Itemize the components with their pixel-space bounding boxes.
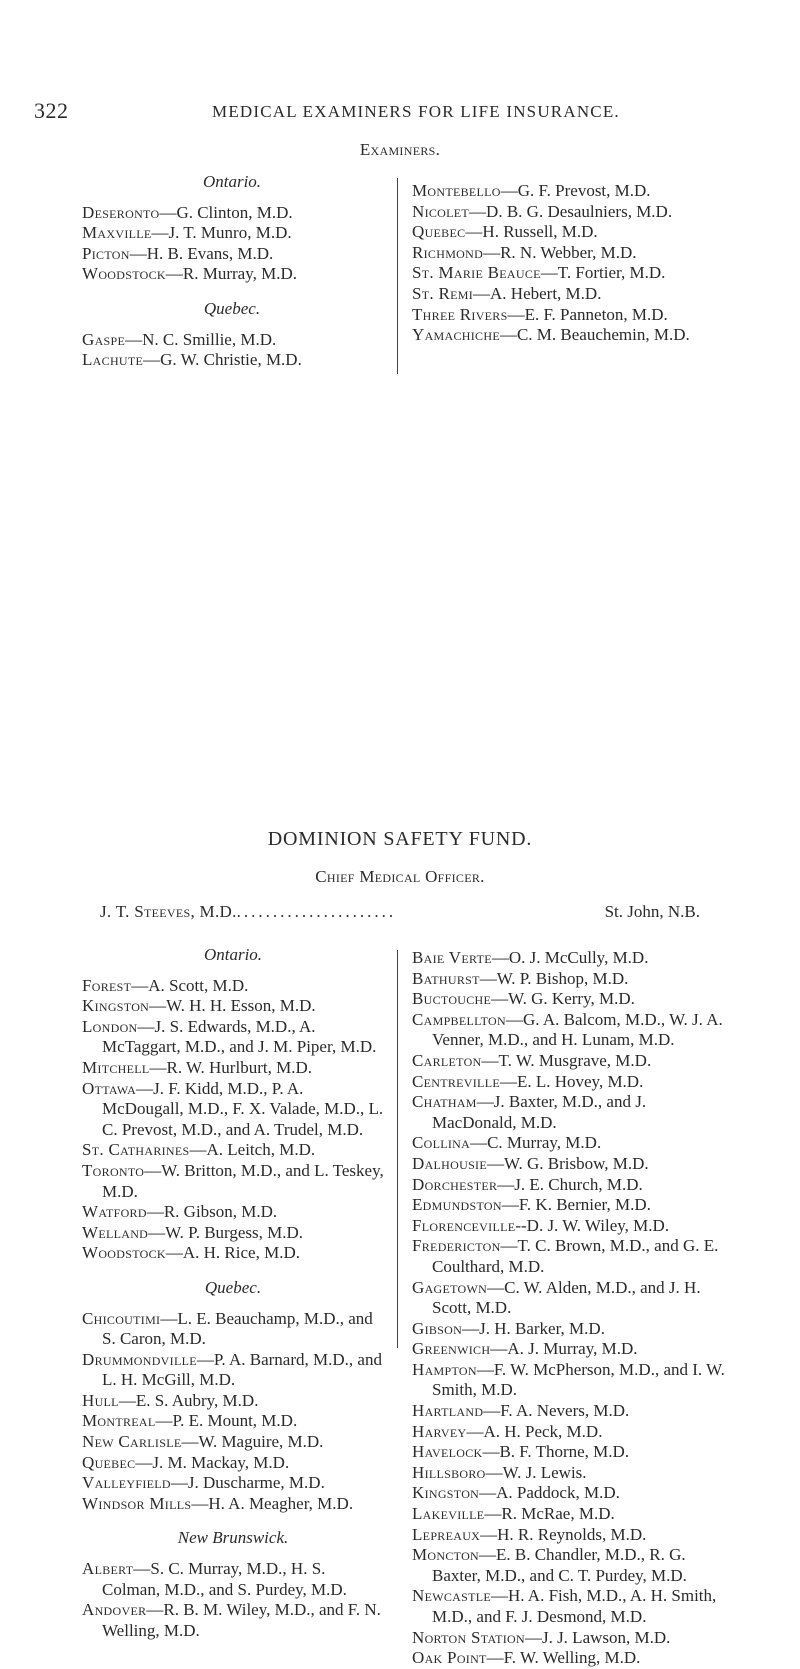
examiner-entry	[412, 222, 724, 243]
examiner-entry	[82, 203, 382, 224]
place-name: Albert	[82, 1559, 134, 1579]
examiner-entry	[82, 1494, 384, 1515]
examiner-entry	[412, 1092, 734, 1133]
examiner-entry	[412, 202, 724, 223]
examiner-names: —J. H. Barker, M.D.	[462, 1318, 605, 1338]
examiner-entry	[412, 1628, 734, 1649]
running-head: MEDICAL EXAMINERS FOR LIFE INSURANCE.	[212, 102, 620, 121]
examiner-names: —A. Leitch, M.D.	[189, 1140, 316, 1160]
place-name: Chicoutimi	[82, 1308, 161, 1328]
examiner-names: —H. R. Reynolds, M.D.	[480, 1524, 647, 1544]
place-name: Montebello	[412, 181, 501, 200]
examiner-names: —T. Fortier, M.D.	[540, 263, 666, 283]
examiner-entry	[412, 1648, 734, 1669]
place-name: Florenceville	[412, 1215, 516, 1235]
province-heading: Ontario.	[202, 172, 262, 191]
examiner-entry	[412, 1051, 734, 1072]
examiner-entry	[412, 948, 734, 969]
examiner-entry	[412, 284, 724, 305]
examiner-names: —G. Clinton, M.D.	[159, 202, 293, 222]
examiner-entry	[82, 350, 382, 371]
place-name: Nicolet	[412, 201, 470, 221]
examiner-entry	[82, 1432, 384, 1453]
place-name: Gaspe	[82, 329, 126, 349]
province-heading: Quebec.	[203, 298, 261, 318]
examiner-names: —R. McRae, M.D.	[484, 1504, 615, 1524]
examiner-entry	[82, 1202, 384, 1223]
examiner-entry	[82, 1140, 384, 1161]
place-name: Greenwich	[412, 1339, 491, 1359]
examiner-entry	[412, 181, 724, 202]
place-name: New Carlisle	[82, 1432, 182, 1452]
examiner-entry	[82, 1243, 384, 1264]
place-name: St. Catharines	[82, 1140, 190, 1160]
place-name: Woodstock	[82, 1243, 166, 1263]
examiner-entry	[82, 244, 382, 265]
examiner-entry	[412, 1360, 734, 1401]
place-name: Newcastle	[412, 1586, 491, 1606]
dominion-title: DOMINION SAFETY FUND.	[267, 828, 533, 850]
examiner-entry	[82, 1559, 384, 1600]
place-name: Norton Station	[412, 1627, 525, 1647]
examiner-entry	[82, 1350, 384, 1391]
examiner-entry	[82, 1453, 384, 1474]
examiner-names: —W. H. H. Esson, M.D.	[149, 996, 316, 1016]
examiner-entry	[82, 1161, 384, 1202]
place-name: Collina	[412, 1133, 471, 1153]
examiner-names: —A. Scott, M.D.	[131, 975, 249, 995]
examiner-entry	[82, 976, 384, 997]
place-name: Richmond	[412, 242, 484, 262]
examiner-names: —G. W. Christie, M.D.	[143, 350, 302, 370]
place-name: London	[82, 1016, 138, 1036]
examiners-heading: Examiners.	[359, 140, 441, 159]
place-name: Ottawa	[82, 1078, 137, 1098]
examiner-entry	[82, 1391, 384, 1412]
examiner-names: —W. J. Lewis.	[485, 1462, 587, 1482]
examiner-entry	[82, 1473, 384, 1494]
examiner-names: —H. A. Fish, M.D., A. H. Smith, M.D., and F. J. Desmond, M.D.	[432, 1586, 717, 1626]
place-name: Toronto	[82, 1160, 145, 1180]
examiner-entry	[82, 1058, 384, 1079]
place-name: Maxville	[82, 223, 152, 243]
examiner-entry	[412, 1463, 734, 1484]
place-name: Welland	[82, 1222, 149, 1242]
examiner-entry	[412, 1278, 734, 1319]
dominion-left-column	[82, 945, 384, 1641]
cmo-line	[100, 902, 700, 922]
examiner-entry	[412, 1339, 734, 1360]
cmo-heading: Chief Medical Officer.	[315, 867, 485, 886]
examiner-names: —W. G. Kerry, M.D.	[491, 989, 635, 1009]
column-divider	[397, 178, 398, 374]
examiner-names: —F. K. Bernier, M.D.	[501, 1195, 651, 1215]
examiner-entry	[412, 1010, 734, 1051]
place-name: Hampton	[412, 1359, 477, 1379]
examiner-names: —E. S. Aubry, M.D.	[118, 1390, 259, 1410]
place-name: Hull	[82, 1390, 119, 1410]
place-name: Picton	[82, 243, 130, 263]
examiner-entry	[412, 263, 724, 284]
examiner-names: —R. B. M. Wiley, M.D., and F. N. Welling, M.D.	[102, 1600, 381, 1640]
examiner-entry	[412, 305, 724, 326]
place-name: Woodstock	[82, 264, 166, 284]
examiner-names: —P. A. Barnard, M.D., and L. H. McGill, M.D.	[102, 1349, 382, 1390]
place-name: Havelock	[412, 1442, 483, 1462]
examiner-entry	[82, 223, 382, 244]
examiner-names: —W. Britton, M.D., and L. Teskey, M.D.	[102, 1160, 384, 1201]
cmo-name: J. T. Steeves, M.D.	[100, 902, 237, 921]
examiner-entry	[82, 996, 384, 1017]
examiner-entry	[412, 1236, 734, 1277]
examiner-names: —A. Paddock, M.D.	[479, 1483, 620, 1503]
place-name: Moncton	[412, 1545, 479, 1565]
place-name: Gagetown	[412, 1277, 488, 1297]
examiner-entry	[82, 1411, 384, 1432]
examiner-entry	[82, 1079, 384, 1141]
place-name: St. Remi	[412, 283, 474, 303]
examiner-entry	[82, 330, 382, 351]
examiner-names: —J. S. Edwards, M.D., A. McTaggart, M.D., and J. M. Piper, M.D.	[102, 1016, 377, 1057]
place-name: Valleyfield	[82, 1473, 171, 1493]
examiner-names: —A. Hebert, M.D.	[473, 283, 602, 303]
place-name: Drummondville	[82, 1349, 197, 1369]
place-name: Oak Point	[412, 1648, 487, 1668]
examiner-names: —J. Baxter, M.D., and J. MacDonald, M.D.	[432, 1092, 647, 1132]
examiner-entry	[82, 1223, 384, 1244]
dot-leader: ......................	[236, 902, 397, 921]
place-name: Hillsboro	[412, 1462, 486, 1482]
examiner-names: —F. A. Nevers, M.D.	[483, 1401, 630, 1421]
place-name: Edmundston	[412, 1195, 502, 1215]
examiner-names: —G. A. Balcom, M.D., W. J. A. Venner, M.D., and H. Lunam, M.D.	[432, 1009, 723, 1050]
examiner-names: —T. W. Musgrave, M.D.	[481, 1050, 652, 1070]
examiner-names: —J. E. Church, M.D.	[497, 1174, 643, 1194]
province-heading: Ontario.	[203, 945, 263, 964]
place-name: Harvey	[412, 1421, 467, 1441]
cmo-place: St. John, N.B.	[604, 902, 700, 921]
place-name: Centreville	[412, 1071, 500, 1091]
place-name: Yamachiche	[412, 325, 500, 345]
place-name: Forest	[82, 975, 132, 995]
place-name: Dorchester	[412, 1174, 498, 1194]
place-name: Quebec	[82, 1452, 136, 1472]
place-name: Mitchell	[82, 1057, 150, 1077]
examiner-entry	[412, 1504, 734, 1525]
examiner-entry	[412, 1133, 734, 1154]
place-name: Gibson	[412, 1318, 463, 1338]
examiner-entry	[412, 243, 724, 264]
examiner-names: —H. Russell, M.D.	[465, 222, 598, 242]
examiner-names: —J. T. Munro, M.D.	[151, 223, 292, 243]
place-name: Buctouche	[412, 989, 492, 1009]
examiners-right-column	[412, 181, 724, 346]
examiner-names: —T. C. Brown, M.D., and G. E. Coulthard, M.D.	[432, 1236, 719, 1276]
place-name: Deseronto	[82, 202, 160, 222]
examiner-names: —G. F. Prevost, M.D.	[500, 181, 651, 200]
examiner-entry	[412, 1154, 734, 1175]
examiner-entry	[412, 1072, 734, 1093]
province-heading: Quebec.	[204, 1277, 262, 1297]
examiner-names: —R. W. Hurlburt, M.D.	[149, 1057, 312, 1077]
place-name: Chatham	[412, 1092, 477, 1112]
place-name: Hartland	[412, 1401, 484, 1421]
examiner-entry	[412, 1525, 734, 1546]
examiner-names: —C. M. Beauchemin, M.D.	[499, 325, 690, 345]
examiner-names: —N. C. Smillie, M.D.	[125, 329, 277, 349]
place-name: Andover	[82, 1600, 147, 1620]
examiner-entry	[412, 325, 724, 346]
examiner-entry	[82, 1309, 384, 1350]
column-divider	[397, 950, 398, 1348]
examiner-names: —H. B. Evans, M.D.	[129, 243, 274, 263]
examiner-entry	[412, 1422, 734, 1443]
place-name: Bathurst	[412, 968, 480, 988]
examiner-entry	[412, 989, 734, 1010]
examiner-names: —E. F. Panneton, M.D.	[507, 304, 668, 324]
place-name: Fredericton	[412, 1236, 501, 1256]
place-name: Lepreaux	[412, 1524, 481, 1544]
examiner-entry	[82, 1600, 384, 1641]
examiner-names: —B. F. Thorne, M.D.	[482, 1442, 630, 1462]
place-name: Dalhousie	[412, 1153, 487, 1173]
examiner-names: —C. Murray, M.D.	[470, 1133, 602, 1153]
examiner-names: —W. G. Brisbow, M.D.	[486, 1153, 649, 1173]
province-heading: New Brunswick.	[177, 1528, 289, 1548]
examiner-entry	[412, 1175, 734, 1196]
examiner-names: —A. H. Peck, M.D.	[466, 1421, 603, 1441]
place-name: Lachute	[82, 350, 144, 370]
examiner-names: —R. Gibson, M.D.	[146, 1202, 278, 1222]
place-name: Carleton	[412, 1050, 482, 1070]
place-name: Kingston	[82, 996, 150, 1016]
examiner-names: --D. J. W. Wiley, M.D.	[515, 1215, 670, 1235]
examiner-entry	[412, 969, 734, 990]
place-name: Three Rivers	[412, 304, 508, 324]
examiner-names: —H. A. Meagher, M.D.	[191, 1493, 354, 1513]
examiner-entry	[412, 1586, 734, 1627]
examiner-names: —F. W. Welling, M.D.	[486, 1648, 641, 1668]
place-name: St. Marie Beauce	[412, 263, 541, 283]
examiner-entry	[412, 1442, 734, 1463]
examiner-entry	[412, 1195, 734, 1216]
examiner-names: —R. Murray, M.D.	[165, 264, 297, 284]
place-name: Watford	[82, 1202, 147, 1222]
examiner-names: —E. B. Chandler, M.D., R. G. Baxter, M.D., and C. T. Purdey, M.D.	[432, 1545, 687, 1585]
place-name: Kingston	[412, 1483, 480, 1503]
place-name: Lakeville	[412, 1504, 485, 1524]
examiners-left-column	[82, 172, 382, 371]
place-name: Quebec	[412, 222, 466, 242]
examiner-names: —F. W. McPherson, M.D., and I. W. Smith, M.D.	[432, 1359, 725, 1400]
examiner-names: —J. J. Lawson, M.D.	[524, 1627, 671, 1647]
place-name: Campbellton	[412, 1009, 506, 1029]
examiner-names: —C. W. Alden, M.D., and J. H. Scott, M.D.	[432, 1277, 701, 1318]
page-number: 322	[34, 98, 69, 123]
examiner-entry	[412, 1216, 734, 1237]
examiner-names: —W. P. Bishop, M.D.	[479, 968, 629, 988]
place-name: Baie Verte	[412, 948, 492, 967]
examiner-entry	[82, 1017, 384, 1058]
examiner-names: —W. P. Burgess, M.D.	[148, 1222, 304, 1242]
examiner-entry	[412, 1545, 734, 1586]
examiner-entry	[412, 1319, 734, 1340]
examiner-names: —J. M. Mackay, M.D.	[135, 1452, 290, 1472]
examiner-names: —A. H. Rice, M.D.	[165, 1243, 300, 1263]
examiner-entry	[412, 1483, 734, 1504]
examiner-names: —E. L. Hovey, M.D.	[499, 1071, 644, 1091]
place-name: Montreal	[82, 1411, 156, 1431]
examiner-names: —S. C. Murray, M.D., H. S. Colman, M.D., and S. Purdey, M.D.	[102, 1559, 347, 1599]
examiner-names: —D. B. G. Desaulniers, M.D.	[469, 201, 673, 221]
examiner-names: —J. F. Kidd, M.D., P. A. McDougall, M.D., F. X. Valade, M.D., L. C. Prevost, M.D., and A. Trudel, M.D.	[102, 1078, 384, 1139]
examiner-entry	[412, 1401, 734, 1422]
examiner-names: —L. E. Beauchamp, M.D., and S. Caron, M.D.	[102, 1308, 373, 1349]
examiner-names: —W. Maguire, M.D.	[181, 1432, 324, 1452]
examiner-names: —R. N. Webber, M.D.	[483, 242, 637, 262]
examiner-names: —J. Duscharme, M.D.	[170, 1473, 325, 1493]
dominion-right-column	[412, 948, 734, 1669]
examiner-names: —A. J. Murray, M.D.	[490, 1339, 638, 1359]
examiner-entry	[82, 264, 382, 285]
examiner-names: —O. J. McCully, M.D.	[491, 948, 649, 967]
place-name: Windsor Mills	[82, 1493, 192, 1513]
examiner-names: —P. E. Mount, M.D.	[155, 1411, 298, 1431]
